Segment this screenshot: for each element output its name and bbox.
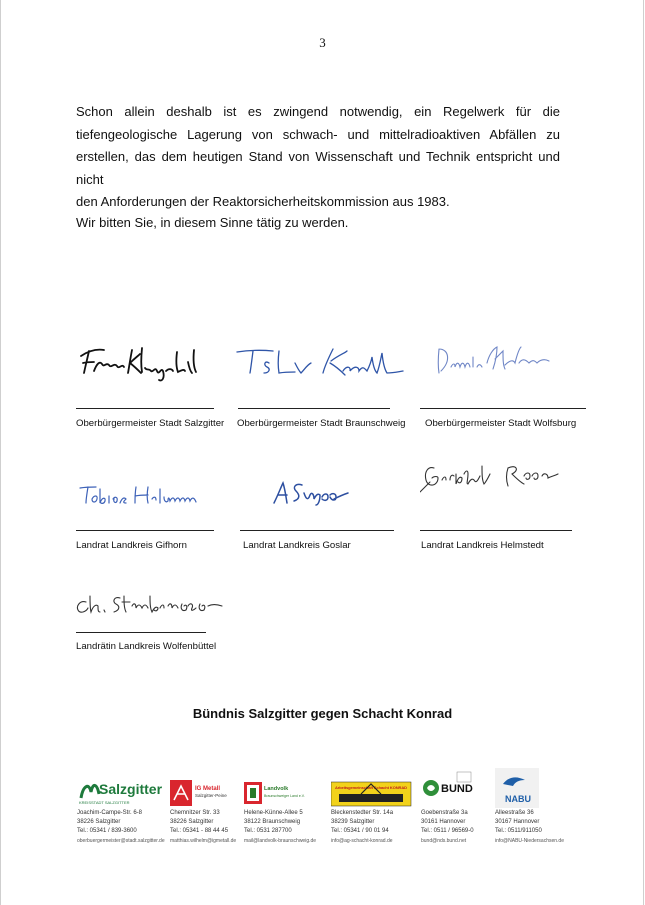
- page-left-edge: [0, 0, 1, 905]
- org-city: 38226 Salzgitter: [77, 819, 121, 826]
- org-city: 30161 Hannover: [421, 819, 466, 826]
- letter-paragraph-1: [76, 101, 560, 214]
- paragraph-line: den Anforderungen der Reaktorsicherheitskommission aus 1983.: [76, 194, 450, 209]
- logo-text: IG Metall: [195, 786, 221, 792]
- org-phone: Tel.: 05341 / 839-3600: [77, 828, 137, 835]
- signatory-title: Oberbürgermeister Stadt Wolfsburg: [425, 418, 577, 429]
- logo-subtext: KREISSTADT SALZGITTER: [79, 800, 130, 805]
- signature-text: Gerhard Radeck: [420, 494, 428, 495]
- signature-line: [240, 530, 394, 531]
- org-city: 38122 Braunschweig: [244, 819, 301, 826]
- logo-text: NABU: [505, 794, 531, 804]
- org-city: 38226 Salzgitter: [170, 819, 214, 826]
- signature-line: [76, 530, 214, 531]
- signature-line: [238, 408, 390, 409]
- signature-line: [76, 632, 206, 633]
- org-email: bund@nds.bund.net: [421, 837, 467, 844]
- signatory-title: Oberbürgermeister Stadt Salzgitter: [76, 418, 225, 429]
- org-street: Joachim-Campe-Str. 6-8: [77, 810, 143, 816]
- logo-subtext: Braunschweiger Land e.V.: [264, 794, 305, 798]
- logo-subtext: Salzgitter-Peine: [195, 793, 227, 798]
- org-ag-schacht-konrad: [331, 768, 423, 845]
- signature-text: A Saipa: [272, 507, 276, 508]
- letter-paragraph-2: Wir bitten Sie, in diesem Sinne tätig zu werden.: [76, 215, 349, 230]
- org-phone: Tel.: 0531 287700: [244, 828, 292, 835]
- paragraph-line: tiefengeologische Lagerung von schwach- und mittelradioaktiven Abfällen zu: [76, 126, 560, 142]
- signature-line: [420, 408, 586, 409]
- signature-wolfenbuettel: [76, 588, 226, 618]
- org-email: info@ag-schacht-konrad.de: [331, 837, 393, 844]
- org-nabu: [495, 768, 587, 845]
- signatory-title: Landrat Landkreis Helmstedt: [421, 540, 544, 551]
- logo-text: Landvolk: [264, 786, 289, 792]
- org-city: 38239 Salzgitter: [331, 819, 375, 826]
- signatory-title: Landrat Landkreis Goslar: [243, 540, 351, 551]
- org-phone: Tel.: 0511 / 96569-0: [421, 828, 474, 835]
- signature-text: Ch. Steinbrügge: [76, 616, 84, 617]
- signature-text: Tilo Kurth: [235, 381, 240, 382]
- paragraph-line: Schon allein deshalb ist es zwingend notwendig, ein Regelwerk für die: [76, 104, 560, 119]
- signature-helmstedt: [420, 456, 560, 496]
- signature-line: [420, 530, 572, 531]
- org-email: oberbuergermeister@stadt.salzgitter.de: [77, 837, 165, 844]
- org-email: info@NABU-Niedersachsen.de: [495, 837, 564, 844]
- org-phone: Tel.: 0511/911050: [495, 828, 542, 835]
- org-street: Alleestraße 36: [495, 810, 534, 816]
- org-street: Chemnitzer Str. 33: [170, 810, 220, 816]
- org-street: Goebenstraße 3a: [421, 810, 468, 816]
- org-salzgitter: [77, 768, 169, 845]
- signature-goslar: [272, 479, 352, 509]
- nabu-logo: [495, 768, 587, 808]
- org-city: 30167 Hannover: [495, 819, 540, 826]
- signature-text: Dennis Weilmann: [435, 379, 443, 380]
- org-phone: Tel.: 05341 - 88 44 45: [170, 828, 229, 835]
- signatory-title: Landrätin Landkreis Wolfenbüttel: [76, 641, 217, 652]
- signature-gifhorn: [78, 483, 203, 509]
- signature-line: [76, 408, 214, 409]
- logo-text: Salzgitter: [99, 781, 163, 797]
- org-email: mail@landvolk-braunschweig.de: [244, 837, 317, 844]
- signature-braunschweig: [235, 345, 405, 383]
- logo-text: Arbeitsgemeinschaft Schacht KONRAD: [335, 785, 407, 790]
- signatory-title: Oberbürgermeister Stadt Braunschweig: [237, 418, 406, 429]
- org-phone: Tel.: 05341 / 90 01 94: [331, 828, 389, 835]
- landvolk-logo: [244, 768, 336, 808]
- ag-schacht-konrad-logo: [331, 768, 423, 808]
- logo-text: BUND: [441, 783, 473, 795]
- page-number: 3: [319, 35, 326, 50]
- org-street: Bleckenstedter Str. 14a: [331, 810, 394, 816]
- page-right-edge: [643, 0, 644, 905]
- signatory-title: Landrat Landkreis Gifhorn: [76, 540, 187, 551]
- alliance-title: Bündnis Salzgitter gegen Schacht Konrad: [192, 706, 453, 721]
- paragraph-line: erstellen, das dem heutigen Stand von Wissenschaft und Technik entspricht und nicht: [76, 149, 560, 187]
- salzgitter-logo: [77, 768, 169, 808]
- org-street: Helene-Künne-Allee 5: [244, 810, 303, 816]
- signature-text: Tobias Heilmann: [78, 507, 86, 508]
- org-email: matthias.wilhelm@igmetall.de: [170, 837, 237, 844]
- signature-wolfsburg: [435, 341, 555, 381]
- org-landvolk: [244, 768, 336, 845]
- signature-salzgitter: [78, 338, 198, 383]
- signature-text: Frank Klingebiel: [78, 378, 86, 379]
